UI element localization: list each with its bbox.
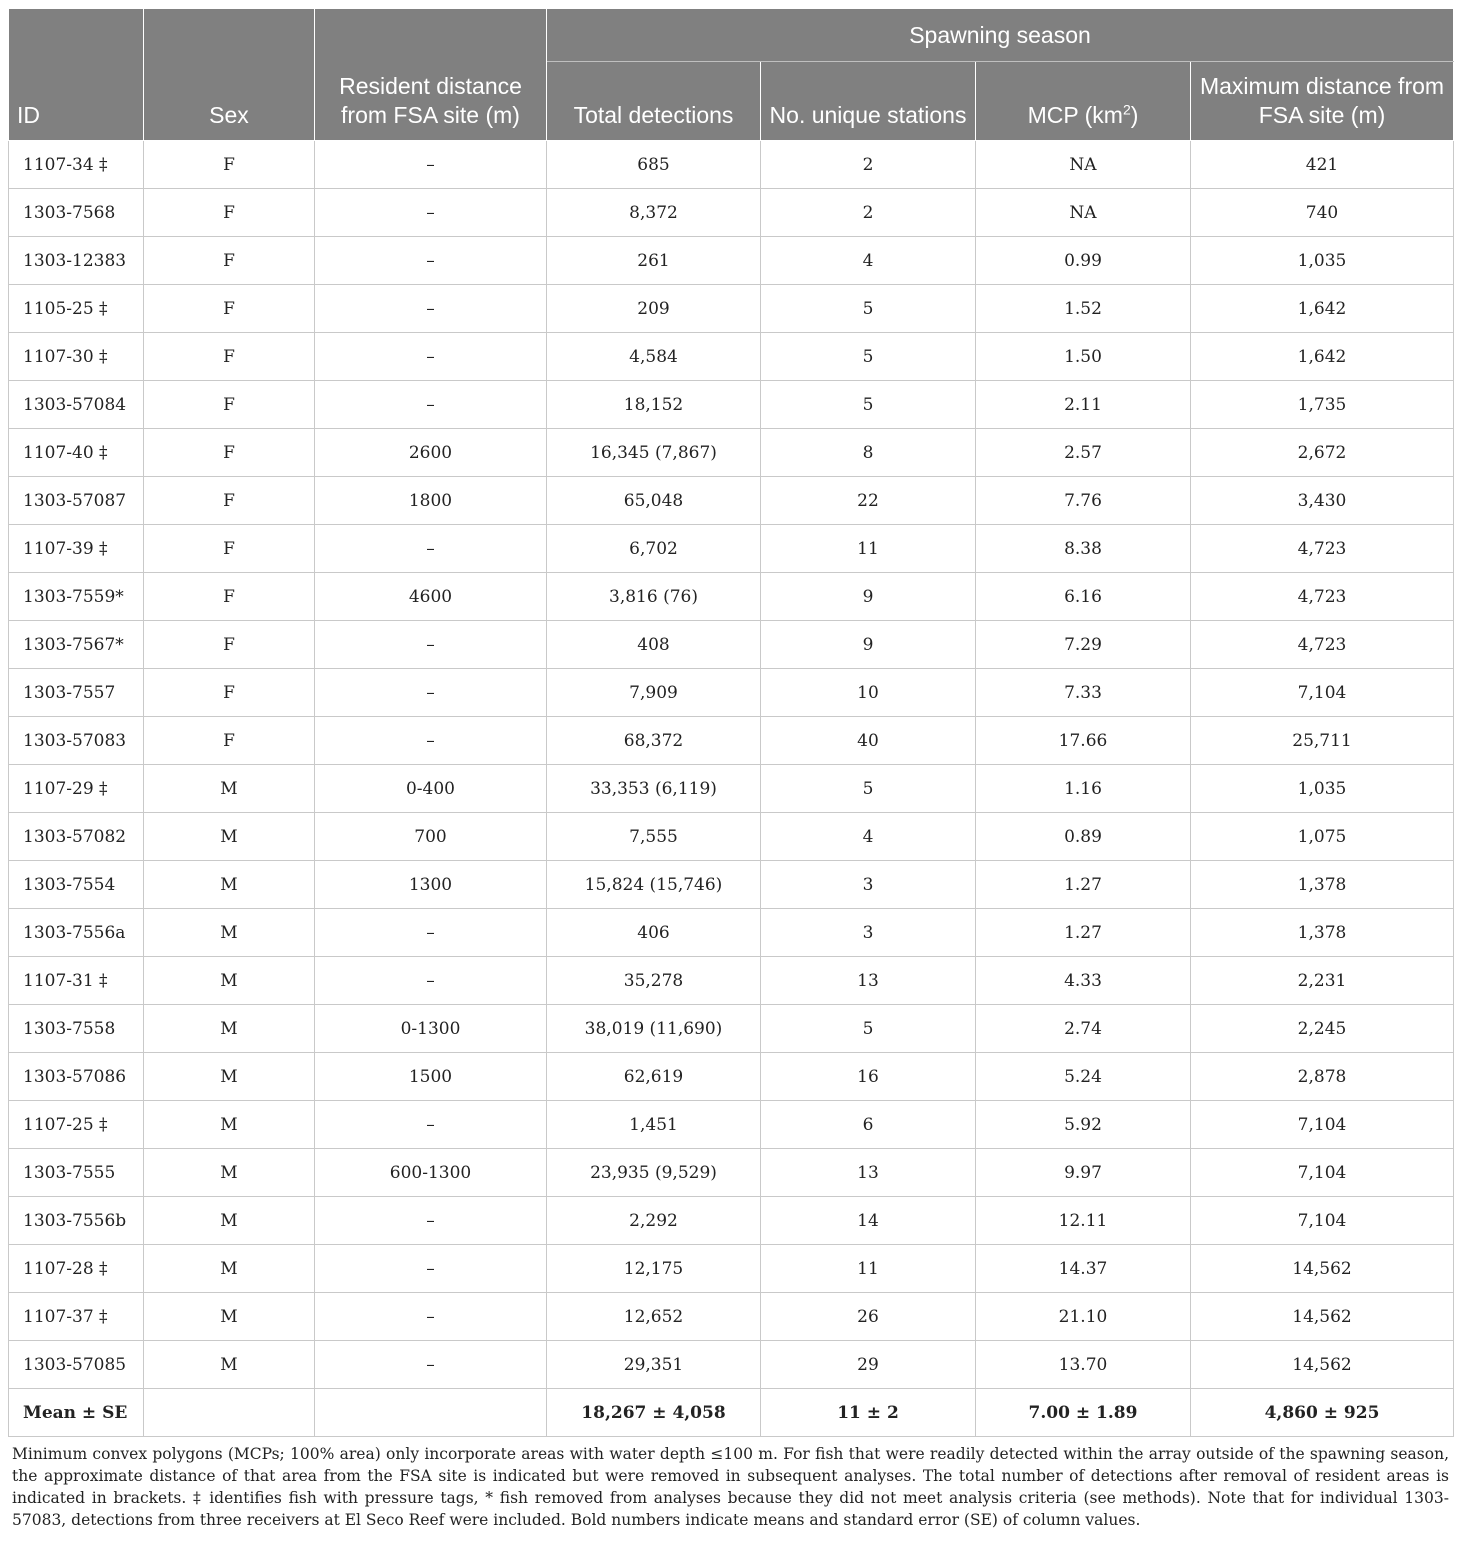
- cell-sex: M: [144, 957, 315, 1005]
- cell-id: 1303-7559*: [9, 573, 144, 621]
- cell-resident-distance: –: [315, 909, 547, 957]
- cell-resident-distance: 0-1300: [315, 1005, 547, 1053]
- table-row: [9, 717, 1454, 765]
- cell-resident-distance: 1800: [315, 477, 547, 525]
- mean-cell-unique-stations: 11 ± 2: [761, 1389, 976, 1437]
- cell-unique-stations: 6: [761, 1101, 976, 1149]
- table-body: [9, 141, 1454, 1437]
- cell-unique-stations: 3: [761, 909, 976, 957]
- cell-mcp: 14.37: [976, 1245, 1191, 1293]
- cell-sex: M: [144, 1341, 315, 1389]
- header-sex: Sex: [144, 9, 315, 141]
- table-row: [9, 1005, 1454, 1053]
- cell-id: 1303-7556b: [9, 1197, 144, 1245]
- mean-cell-id: Mean ± SE: [9, 1389, 144, 1437]
- table-row: [9, 189, 1454, 237]
- header-unique-stations: No. unique stations: [761, 62, 976, 141]
- cell-sex: F: [144, 141, 315, 189]
- cell-resident-distance: –: [315, 1101, 547, 1149]
- cell-id: 1303-7556a: [9, 909, 144, 957]
- cell-max-distance: 740: [1191, 189, 1454, 237]
- cell-id: 1107-30 ‡: [9, 333, 144, 381]
- cell-unique-stations: 3: [761, 861, 976, 909]
- cell-max-distance: 7,104: [1191, 1101, 1454, 1149]
- table-row: [9, 1293, 1454, 1341]
- cell-sex: M: [144, 1053, 315, 1101]
- header-mcp-suffix: ): [1130, 102, 1139, 128]
- cell-mcp: 0.89: [976, 813, 1191, 861]
- cell-unique-stations: 5: [761, 381, 976, 429]
- cell-sex: F: [144, 333, 315, 381]
- cell-mcp: 4.33: [976, 957, 1191, 1005]
- cell-total-detections: 29,351: [547, 1341, 761, 1389]
- table-row: [9, 141, 1454, 189]
- table-row: [9, 477, 1454, 525]
- cell-sex: M: [144, 813, 315, 861]
- cell-unique-stations: 9: [761, 573, 976, 621]
- cell-resident-distance: 4600: [315, 573, 547, 621]
- cell-unique-stations: 13: [761, 957, 976, 1005]
- cell-max-distance: 1,378: [1191, 861, 1454, 909]
- cell-sex: M: [144, 1149, 315, 1197]
- cell-resident-distance: –: [315, 717, 547, 765]
- cell-mcp: NA: [976, 189, 1191, 237]
- cell-sex: M: [144, 765, 315, 813]
- table-row: [9, 1149, 1454, 1197]
- cell-sex: M: [144, 1005, 315, 1053]
- cell-total-detections: 261: [547, 237, 761, 285]
- cell-max-distance: 4,723: [1191, 525, 1454, 573]
- cell-resident-distance: –: [315, 621, 547, 669]
- cell-total-detections: 38,019 (11,690): [547, 1005, 761, 1053]
- cell-resident-distance: –: [315, 669, 547, 717]
- cell-max-distance: 7,104: [1191, 1149, 1454, 1197]
- cell-sex: M: [144, 909, 315, 957]
- cell-total-detections: 6,702: [547, 525, 761, 573]
- cell-mcp: 0.99: [976, 237, 1191, 285]
- cell-id: 1107-31 ‡: [9, 957, 144, 1005]
- cell-total-detections: 1,451: [547, 1101, 761, 1149]
- cell-resident-distance: 0-400: [315, 765, 547, 813]
- cell-id: 1107-40 ‡: [9, 429, 144, 477]
- table-row: [9, 909, 1454, 957]
- cell-resident-distance: –: [315, 189, 547, 237]
- table-row: [9, 237, 1454, 285]
- cell-resident-distance: –: [315, 1341, 547, 1389]
- cell-id: 1303-7568: [9, 189, 144, 237]
- cell-mcp: 7.29: [976, 621, 1191, 669]
- cell-sex: M: [144, 1101, 315, 1149]
- cell-mcp: 1.52: [976, 285, 1191, 333]
- cell-max-distance: 4,723: [1191, 621, 1454, 669]
- cell-id: 1303-57086: [9, 1053, 144, 1101]
- cell-resident-distance: –: [315, 285, 547, 333]
- table-row: [9, 669, 1454, 717]
- cell-total-detections: 7,909: [547, 669, 761, 717]
- cell-unique-stations: 5: [761, 1005, 976, 1053]
- header-mcp: [976, 62, 1191, 141]
- cell-unique-stations: 5: [761, 285, 976, 333]
- cell-mcp: 5.24: [976, 1053, 1191, 1101]
- cell-mcp: 2.11: [976, 381, 1191, 429]
- table-row: [9, 1101, 1454, 1149]
- cell-max-distance: 1,035: [1191, 765, 1454, 813]
- cell-total-detections: 408: [547, 621, 761, 669]
- header-spawning-season: Spawning season: [547, 9, 1454, 62]
- cell-unique-stations: 9: [761, 621, 976, 669]
- cell-mcp: 2.74: [976, 1005, 1191, 1053]
- cell-mcp: 17.66: [976, 717, 1191, 765]
- cell-resident-distance: 600-1300: [315, 1149, 547, 1197]
- cell-total-detections: 209: [547, 285, 761, 333]
- cell-total-detections: 685: [547, 141, 761, 189]
- cell-max-distance: 1,378: [1191, 909, 1454, 957]
- header-mcp-superscript: 2: [1122, 101, 1131, 118]
- cell-mcp: 9.97: [976, 1149, 1191, 1197]
- mean-cell-resident-distance: [315, 1389, 547, 1437]
- cell-mcp: 7.33: [976, 669, 1191, 717]
- cell-total-detections: 8,372: [547, 189, 761, 237]
- header-total-detections: Total detections: [547, 62, 761, 141]
- cell-id: 1303-7557: [9, 669, 144, 717]
- cell-resident-distance: –: [315, 141, 547, 189]
- cell-max-distance: 4,723: [1191, 573, 1454, 621]
- table-row: [9, 429, 1454, 477]
- cell-unique-stations: 5: [761, 765, 976, 813]
- cell-resident-distance: –: [315, 1293, 547, 1341]
- cell-max-distance: 421: [1191, 141, 1454, 189]
- cell-unique-stations: 8: [761, 429, 976, 477]
- cell-mcp: 2.57: [976, 429, 1191, 477]
- cell-sex: M: [144, 1245, 315, 1293]
- cell-id: 1303-7558: [9, 1005, 144, 1053]
- header-max-distance: Maximum distance from FSA site (m): [1191, 62, 1454, 141]
- cell-resident-distance: –: [315, 525, 547, 573]
- table-row: [9, 285, 1454, 333]
- cell-resident-distance: –: [315, 333, 547, 381]
- header-resident-distance: Resident distance from FSA site (m): [315, 9, 547, 141]
- table-row: [9, 1341, 1454, 1389]
- cell-total-detections: 68,372: [547, 717, 761, 765]
- cell-id: 1107-25 ‡: [9, 1101, 144, 1149]
- cell-resident-distance: 1500: [315, 1053, 547, 1101]
- cell-total-detections: 62,619: [547, 1053, 761, 1101]
- cell-max-distance: 2,245: [1191, 1005, 1454, 1053]
- cell-mcp: 7.76: [976, 477, 1191, 525]
- cell-max-distance: 14,562: [1191, 1341, 1454, 1389]
- cell-id: 1303-7567*: [9, 621, 144, 669]
- cell-mcp: 8.38: [976, 525, 1191, 573]
- cell-unique-stations: 13: [761, 1149, 976, 1197]
- cell-max-distance: 1,642: [1191, 285, 1454, 333]
- cell-total-detections: 65,048: [547, 477, 761, 525]
- data-table: [8, 8, 1454, 1437]
- cell-sex: F: [144, 381, 315, 429]
- cell-mcp: 1.27: [976, 909, 1191, 957]
- cell-total-detections: 23,935 (9,529): [547, 1149, 761, 1197]
- cell-sex: F: [144, 669, 315, 717]
- cell-max-distance: 25,711: [1191, 717, 1454, 765]
- mean-cell-total-detections: 18,267 ± 4,058: [547, 1389, 761, 1437]
- cell-total-detections: 2,292: [547, 1197, 761, 1245]
- cell-max-distance: 3,430: [1191, 477, 1454, 525]
- cell-max-distance: 1,035: [1191, 237, 1454, 285]
- cell-sex: F: [144, 525, 315, 573]
- cell-sex: F: [144, 285, 315, 333]
- cell-max-distance: 7,104: [1191, 669, 1454, 717]
- cell-total-detections: 35,278: [547, 957, 761, 1005]
- cell-max-distance: 1,735: [1191, 381, 1454, 429]
- cell-sex: F: [144, 477, 315, 525]
- cell-max-distance: 2,672: [1191, 429, 1454, 477]
- cell-unique-stations: 10: [761, 669, 976, 717]
- cell-max-distance: 2,231: [1191, 957, 1454, 1005]
- cell-unique-stations: 4: [761, 237, 976, 285]
- table-row: [9, 381, 1454, 429]
- cell-id: 1303-7555: [9, 1149, 144, 1197]
- cell-id: 1303-7554: [9, 861, 144, 909]
- cell-id: 1303-57085: [9, 1341, 144, 1389]
- cell-resident-distance: –: [315, 237, 547, 285]
- cell-max-distance: 14,562: [1191, 1245, 1454, 1293]
- cell-mcp: 12.11: [976, 1197, 1191, 1245]
- cell-unique-stations: 14: [761, 1197, 976, 1245]
- cell-id: 1107-29 ‡: [9, 765, 144, 813]
- table-row: [9, 1197, 1454, 1245]
- cell-resident-distance: –: [315, 381, 547, 429]
- cell-mcp: 1.27: [976, 861, 1191, 909]
- cell-total-detections: 3,816 (76): [547, 573, 761, 621]
- cell-id: 1303-12383: [9, 237, 144, 285]
- cell-unique-stations: 29: [761, 1341, 976, 1389]
- table-row: [9, 573, 1454, 621]
- cell-resident-distance: –: [315, 1197, 547, 1245]
- cell-unique-stations: 40: [761, 717, 976, 765]
- cell-mcp: 5.92: [976, 1101, 1191, 1149]
- table-row: [9, 333, 1454, 381]
- cell-sex: M: [144, 1197, 315, 1245]
- cell-total-detections: 33,353 (6,119): [547, 765, 761, 813]
- table-row: [9, 525, 1454, 573]
- cell-resident-distance: 1300: [315, 861, 547, 909]
- mean-cell-max-distance: 4,860 ± 925: [1191, 1389, 1454, 1437]
- cell-unique-stations: 11: [761, 525, 976, 573]
- table-row: [9, 861, 1454, 909]
- cell-total-detections: 7,555: [547, 813, 761, 861]
- table-row: [9, 1053, 1454, 1101]
- cell-resident-distance: –: [315, 1245, 547, 1293]
- cell-sex: F: [144, 429, 315, 477]
- cell-unique-stations: 26: [761, 1293, 976, 1341]
- table-footnote: Minimum convex polygons (MCPs; 100% area) only incorporate areas with water depth ≤100 m. For fish that were readily detected within the array outside of the spawning season, the approximate distance of that area from the FSA site is indicated but were removed in subsequent analyses. The total number of detections after removal of resident areas is indicated in brackets. ‡ identifies fish with pressure tags, * fish removed from analyses because they did not meet analysis criteria (see methods). Note that for individual 1303-57083, detections from three receivers at El Seco Reef were included. Bold numbers indicate means and standard error (SE) of column values.: [12, 1445, 1449, 1529]
- cell-sex: F: [144, 237, 315, 285]
- cell-sex: F: [144, 621, 315, 669]
- cell-mcp: 21.10: [976, 1293, 1191, 1341]
- cell-total-detections: 4,584: [547, 333, 761, 381]
- cell-unique-stations: 4: [761, 813, 976, 861]
- cell-unique-stations: 22: [761, 477, 976, 525]
- cell-total-detections: 16,345 (7,867): [547, 429, 761, 477]
- cell-max-distance: 1,642: [1191, 333, 1454, 381]
- cell-max-distance: 1,075: [1191, 813, 1454, 861]
- table-container: [8, 8, 1453, 1547]
- table-row: [9, 765, 1454, 813]
- cell-unique-stations: 11: [761, 1245, 976, 1293]
- cell-sex: F: [144, 717, 315, 765]
- table-row: [9, 957, 1454, 1005]
- header-id: ID: [9, 9, 144, 141]
- cell-id: 1105-25 ‡: [9, 285, 144, 333]
- cell-total-detections: 18,152: [547, 381, 761, 429]
- cell-total-detections: 15,824 (15,746): [547, 861, 761, 909]
- table-row: [9, 1245, 1454, 1293]
- cell-mcp: NA: [976, 141, 1191, 189]
- header-mcp-prefix: MCP (km: [1027, 102, 1123, 128]
- cell-max-distance: 2,878: [1191, 1053, 1454, 1101]
- table-row: [9, 621, 1454, 669]
- cell-id: 1107-34 ‡: [9, 141, 144, 189]
- cell-sex: M: [144, 1293, 315, 1341]
- cell-id: 1303-57083: [9, 717, 144, 765]
- cell-unique-stations: 5: [761, 333, 976, 381]
- cell-id: 1303-57082: [9, 813, 144, 861]
- cell-resident-distance: 2600: [315, 429, 547, 477]
- cell-max-distance: 7,104: [1191, 1197, 1454, 1245]
- cell-unique-stations: 16: [761, 1053, 976, 1101]
- cell-total-detections: 12,175: [547, 1245, 761, 1293]
- cell-mcp: 1.16: [976, 765, 1191, 813]
- cell-mcp: 1.50: [976, 333, 1191, 381]
- cell-max-distance: 14,562: [1191, 1293, 1454, 1341]
- cell-total-detections: 12,652: [547, 1293, 761, 1341]
- cell-resident-distance: 700: [315, 813, 547, 861]
- cell-id: 1107-28 ‡: [9, 1245, 144, 1293]
- cell-sex: F: [144, 573, 315, 621]
- table-row: [9, 813, 1454, 861]
- cell-unique-stations: 2: [761, 189, 976, 237]
- mean-cell-sex: [144, 1389, 315, 1437]
- cell-unique-stations: 2: [761, 141, 976, 189]
- mean-row: [9, 1389, 1454, 1437]
- cell-mcp: 6.16: [976, 573, 1191, 621]
- cell-id: 1107-37 ‡: [9, 1293, 144, 1341]
- cell-id: 1107-39 ‡: [9, 525, 144, 573]
- cell-sex: F: [144, 189, 315, 237]
- cell-sex: M: [144, 861, 315, 909]
- cell-mcp: 13.70: [976, 1341, 1191, 1389]
- cell-total-detections: 406: [547, 909, 761, 957]
- cell-id: 1303-57087: [9, 477, 144, 525]
- cell-resident-distance: –: [315, 957, 547, 1005]
- cell-id: 1303-57084: [9, 381, 144, 429]
- mean-cell-mcp: 7.00 ± 1.89: [976, 1389, 1191, 1437]
